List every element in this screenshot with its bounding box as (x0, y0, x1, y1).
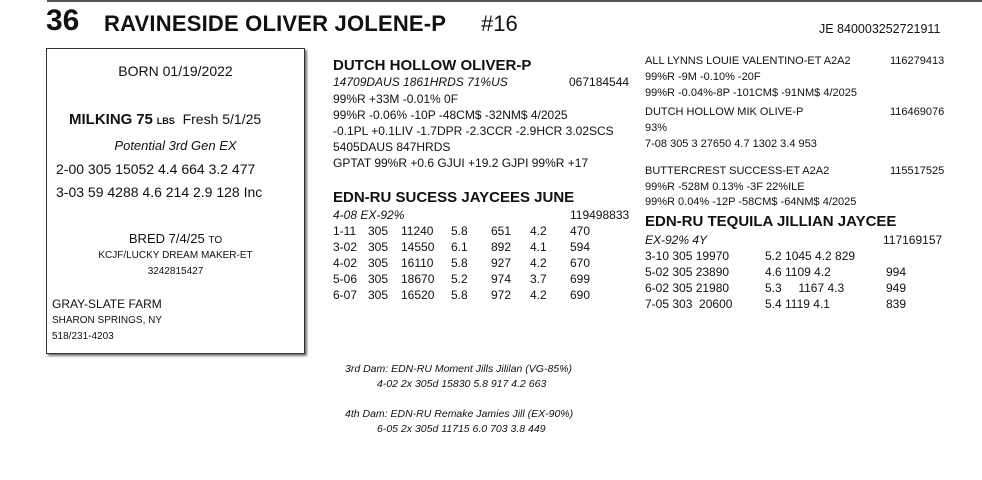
milking-line (69, 111, 261, 128)
lactation-cell: 16110 (401, 256, 434, 270)
bred-sire: KCJF/LUCKY DREAM MAKER-ET (98, 250, 253, 261)
sire-name: DUTCH HOLLOW OLIVER-P (333, 57, 532, 74)
granddam-lactation-table (645, 248, 926, 312)
farm-town: SHARON SPRINGS, NY (52, 315, 163, 326)
sire-sire-name: ALL LYNNS LOUIE VALENTINO-ET A2A2 (645, 55, 851, 67)
record-line: 2-00 305 15052 4.4 664 3.2 477 (56, 161, 256, 177)
lactation-cell: 305 (368, 256, 389, 270)
lactation-cell: 927 (491, 256, 512, 270)
lactation-cell: 14550 (401, 240, 435, 254)
lactation-cell: 3-10 305 19970 (645, 249, 730, 263)
lactation-cell: 6-02 305 21980 (645, 281, 730, 295)
lactation-cell: 699 (570, 272, 591, 286)
sire-dam-id: 116469076 (890, 106, 945, 118)
milking-value: 75 (136, 111, 153, 128)
lactation-row (333, 287, 600, 303)
lactation-cell: 5.3 1167 4.3 (765, 281, 845, 295)
lactation-cell: 651 (491, 224, 512, 238)
born-date: BORN 01/19/2022 (118, 63, 233, 79)
dam-sire-line: 99%R 0.04% -12P -58CM$ -64NM$ 4/2025 (645, 196, 857, 208)
lactation-cell: 1-11 (333, 224, 357, 238)
milking-unit: LBS (156, 116, 175, 126)
top-rule (47, 0, 982, 2)
third-dam-name: 3rd Dam: EDN-RU Moment Jills Jililan (VG-85%) (345, 363, 572, 375)
lactation-cell: 949 (886, 281, 907, 295)
animal-name: RAVINESIDE OLIVER JOLENE-P (104, 11, 447, 36)
lactation-cell: 5.8 (451, 288, 468, 302)
sire-line: 99%R +33M -0.01% 0F (333, 92, 459, 106)
dam-lactation-table (333, 223, 600, 303)
lactation-row (333, 223, 600, 239)
lactation-cell: 6.1 (451, 240, 468, 254)
lactation-cell: 3.7 (530, 272, 547, 286)
lactation-cell: 5-06 (333, 272, 358, 286)
granddam-lactation-row (645, 248, 926, 264)
lactation-cell: 18670 (401, 272, 435, 286)
lactation-cell: 5.8 (451, 256, 468, 270)
lactation-row (333, 255, 600, 271)
lot-number: 36 (46, 4, 80, 37)
lactation-cell: 5.8 (451, 224, 468, 238)
sire-sire-id: 116279413 (890, 55, 945, 67)
granddam-lactation-row (645, 264, 926, 280)
bred-sire-reg: 3242815427 (147, 266, 204, 277)
lactation-cell: 305 (368, 224, 389, 238)
lactation-cell: 972 (491, 288, 512, 302)
granddam-lactation-row (645, 296, 926, 312)
lactation-cell: 470 (570, 224, 591, 238)
sire-dam-line: 93% (645, 122, 668, 134)
sire-id: 067184544 (569, 75, 630, 89)
lactation-cell: 994 (886, 265, 907, 279)
lactation-cell: 305 (368, 240, 389, 254)
lactation-cell: 5.2 1045 4.2 829 (765, 249, 856, 263)
lactation-cell: 4-02 (333, 256, 358, 270)
sire-sire-line: 99%R -9M -0.10% -20F (645, 71, 761, 83)
sire-dam-name: DUTCH HOLLOW MIK OLIVE-P (645, 106, 804, 118)
granddam-lactation-row (645, 280, 926, 296)
lactation-cell: 4.6 1109 4.2 (765, 265, 831, 279)
lactation-cell: 4.2 (530, 256, 547, 270)
fourth-dam-record: 6-05 2x 305d 11715 6.0 703 3.8 449 (377, 423, 546, 435)
lactation-cell: 690 (570, 288, 591, 302)
record-line: 3-03 59 4288 4.6 214 2.9 128 Inc (56, 184, 263, 200)
lactation-cell: 16520 (401, 288, 435, 302)
lactation-cell: 4.2 (530, 224, 547, 238)
lactation-cell: 4.1 (530, 240, 547, 254)
dam-sire-id: 115517525 (890, 165, 945, 177)
dam-sire-name: BUTTERCREST SUCCESS-ET A2A2 (645, 165, 830, 177)
info-box (46, 48, 305, 354)
farm-phone: 518/231-4203 (52, 331, 114, 342)
sire-sire-line: 99%R -0.04%-8P -101CM$ -91NM$ 4/2025 (645, 87, 857, 99)
lactation-cell: 892 (491, 240, 512, 254)
third-dam-record: 4-02 2x 305d 15830 5.8 917 4.2 663 (377, 378, 547, 390)
lactation-cell: 305 (368, 288, 389, 302)
farm-name: GRAY-SLATE FARM (52, 297, 162, 311)
lactation-cell: 11240 (401, 224, 434, 238)
sire-line: 5405DAUS 847HRDS (333, 140, 451, 154)
sire-line: -0.1PL +0.1LIV -1.7DPR -2.3CCR -2.9HCR 3.02SCS (333, 124, 614, 138)
dam-name: EDN-RU SUCESS JAYCEES JUNE (333, 189, 575, 206)
bred-to: TO (208, 235, 223, 246)
sire-dam-line: 7-08 305 3 27650 4.7 1302 3.4 953 (645, 138, 817, 150)
granddam-name: EDN-RU TEQUILA JILLIAN JAYCEE (645, 213, 897, 230)
lactation-cell: 5.2 (451, 272, 468, 286)
dam-id: 119498833 (570, 208, 630, 222)
lactation-cell: 594 (570, 240, 591, 254)
lactation-cell: 7-05 303 20600 (645, 297, 733, 311)
sire-line: GPTAT 99%R +0.6 GJUI +19.2 GJPI 99%R +17 (333, 156, 589, 170)
milking-label: MILKING (69, 111, 133, 128)
dam-classification: 4-08 EX-92% (333, 208, 405, 222)
granddam-id: 117169157 (883, 233, 943, 247)
lactation-cell: 305 (368, 272, 389, 286)
lactation-row (333, 239, 600, 255)
lactation-cell: 839 (886, 297, 907, 311)
hash-number: #16 (481, 11, 518, 36)
potential-note: Potential 3rd Gen EX (114, 138, 237, 153)
lactation-cell: 5.4 1119 4.1 (765, 297, 830, 311)
lactation-row (333, 271, 600, 287)
lactation-cell: 670 (570, 256, 591, 270)
bred-date: BRED 7/4/25 (128, 231, 205, 246)
bred-line (47, 231, 304, 246)
lactation-cell: 6-07 (333, 288, 358, 302)
lactation-cell: 5-02 305 23890 (645, 265, 730, 279)
fresh-date: Fresh 5/1/25 (182, 111, 262, 127)
sire-summary: 14709DAUS 1861HRDS 71%US (333, 75, 508, 89)
lactation-cell: 3-02 (333, 240, 358, 254)
registration-number: JE 840003252721911 (819, 22, 941, 36)
fourth-dam-name: 4th Dam: EDN-RU Remake Jamies Jill (EX-90%) (345, 408, 574, 420)
lactation-cell (886, 248, 926, 264)
granddam-classification: EX-92% 4Y (645, 233, 708, 247)
lactation-cell: 4.2 (530, 288, 547, 302)
lactation-cell: 974 (491, 272, 512, 286)
dam-sire-line: 99%R -528M 0.13% -3F 22%ILE (645, 181, 805, 193)
sire-line: 99%R -0.06% -10P -48CM$ -32NM$ 4/2025 (333, 108, 568, 122)
